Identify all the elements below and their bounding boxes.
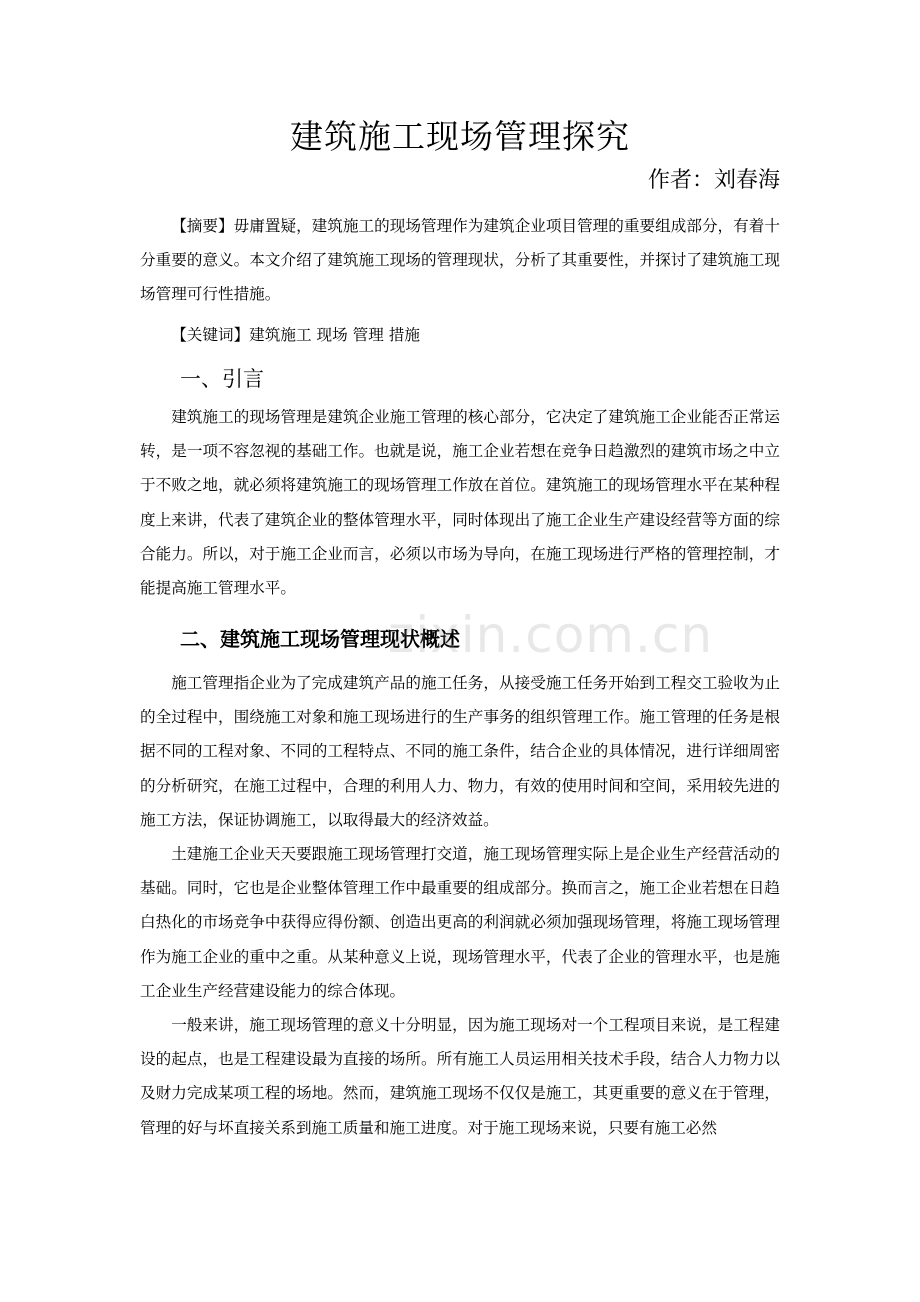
section2-body — [140, 666, 780, 1145]
paragraph: 建筑施工的现场管理是建筑企业施工管理的核心部分，它决定了建筑施工企业能否正常运转，是一项不容忽视的基础工作。也就是说，施工企业若想在竞争日趋激烈的建筑市场之中立于不败之地，就必须将建筑施工的现场管理工作放在首位。建筑施工的现场管理水平在某种程度上来讲，代表了建筑企业的整体管理水平，同时体现出了施工企业生产建设经营等方面的综合能力。所以，对于施工企业而言，必须以市场为导向，在施工现场进行严格的管理控制，才能提高施工管理水平。 — [140, 408, 780, 598]
watermark: zixin.com.cn — [388, 606, 714, 664]
keywords-block — [140, 318, 780, 352]
abstract-block — [140, 209, 780, 312]
keywords-paragraph: 【关键词】建筑施工 现场 管理 措施 — [171, 326, 420, 344]
document-author: 作者：刘春海 — [647, 168, 780, 193]
paragraph: 一般来讲，施工现场管理的意义十分明显，因为施工现场对一个工程项目来说，是工程建设的起点，也是工程建设最为直接的场所。所有施工人员运用相关技术手段，结合人力物力以及财力完成某项工程的场地。然而，建筑施工现场不仅仅是施工，其更重要的意义在于管理，管理的好与坏直接关系到施工质量和施工进度。对于施工现场来说，只要有施工必然 — [140, 1016, 780, 1137]
section2-heading: 二、建筑施工现场管理现状概述 — [180, 627, 460, 651]
paragraph: 土建施工企业天天要跟施工现场管理打交道，施工现场管理实际上是企业生产经营活动的基础。同时，它也是企业整体管理工作中最重要的组成部分。换而言之，施工企业若想在日趋白热化的市场竞争中获得应得份额、创造出更高的利润就必须加强现场管理，将施工现场管理作为施工企业的重中之重。从某种意义上说，现场管理水平，代表了企业的管理水平，也是施工企业生产经营建设能力的综合体现。 — [140, 845, 780, 1000]
paragraph: 施工管理指企业为了完成建筑产品的施工任务，从接受施工任务开始到工程交工验收为止的全过程中，围绕施工对象和施工现场进行的生产事务的组织管理工作。施工管理的任务是根据不同的工程对象、不同的工程特点、不同的施工条件，结合企业的具体情况，进行详细周密的分析研究，在施工过程中，合理的利用人力、物力，有效的使用时间和空间，采用较先进的施工方法，保证协调施工，以取得最大的经济效益。 — [140, 674, 780, 829]
section1-body — [140, 400, 780, 605]
section1-heading: 一、引言 — [180, 367, 264, 391]
abstract-paragraph: 【摘要】毋庸置疑，建筑施工的现场管理作为建筑企业项目管理的重要组成部分，有着十分重要的意义。本文介绍了建筑施工现场的管理现状，分析了其重要性，并探讨了建筑施工现场管理可行性措施。 — [140, 217, 780, 304]
document-title: 建筑施工现场管理探究 — [290, 117, 630, 156]
